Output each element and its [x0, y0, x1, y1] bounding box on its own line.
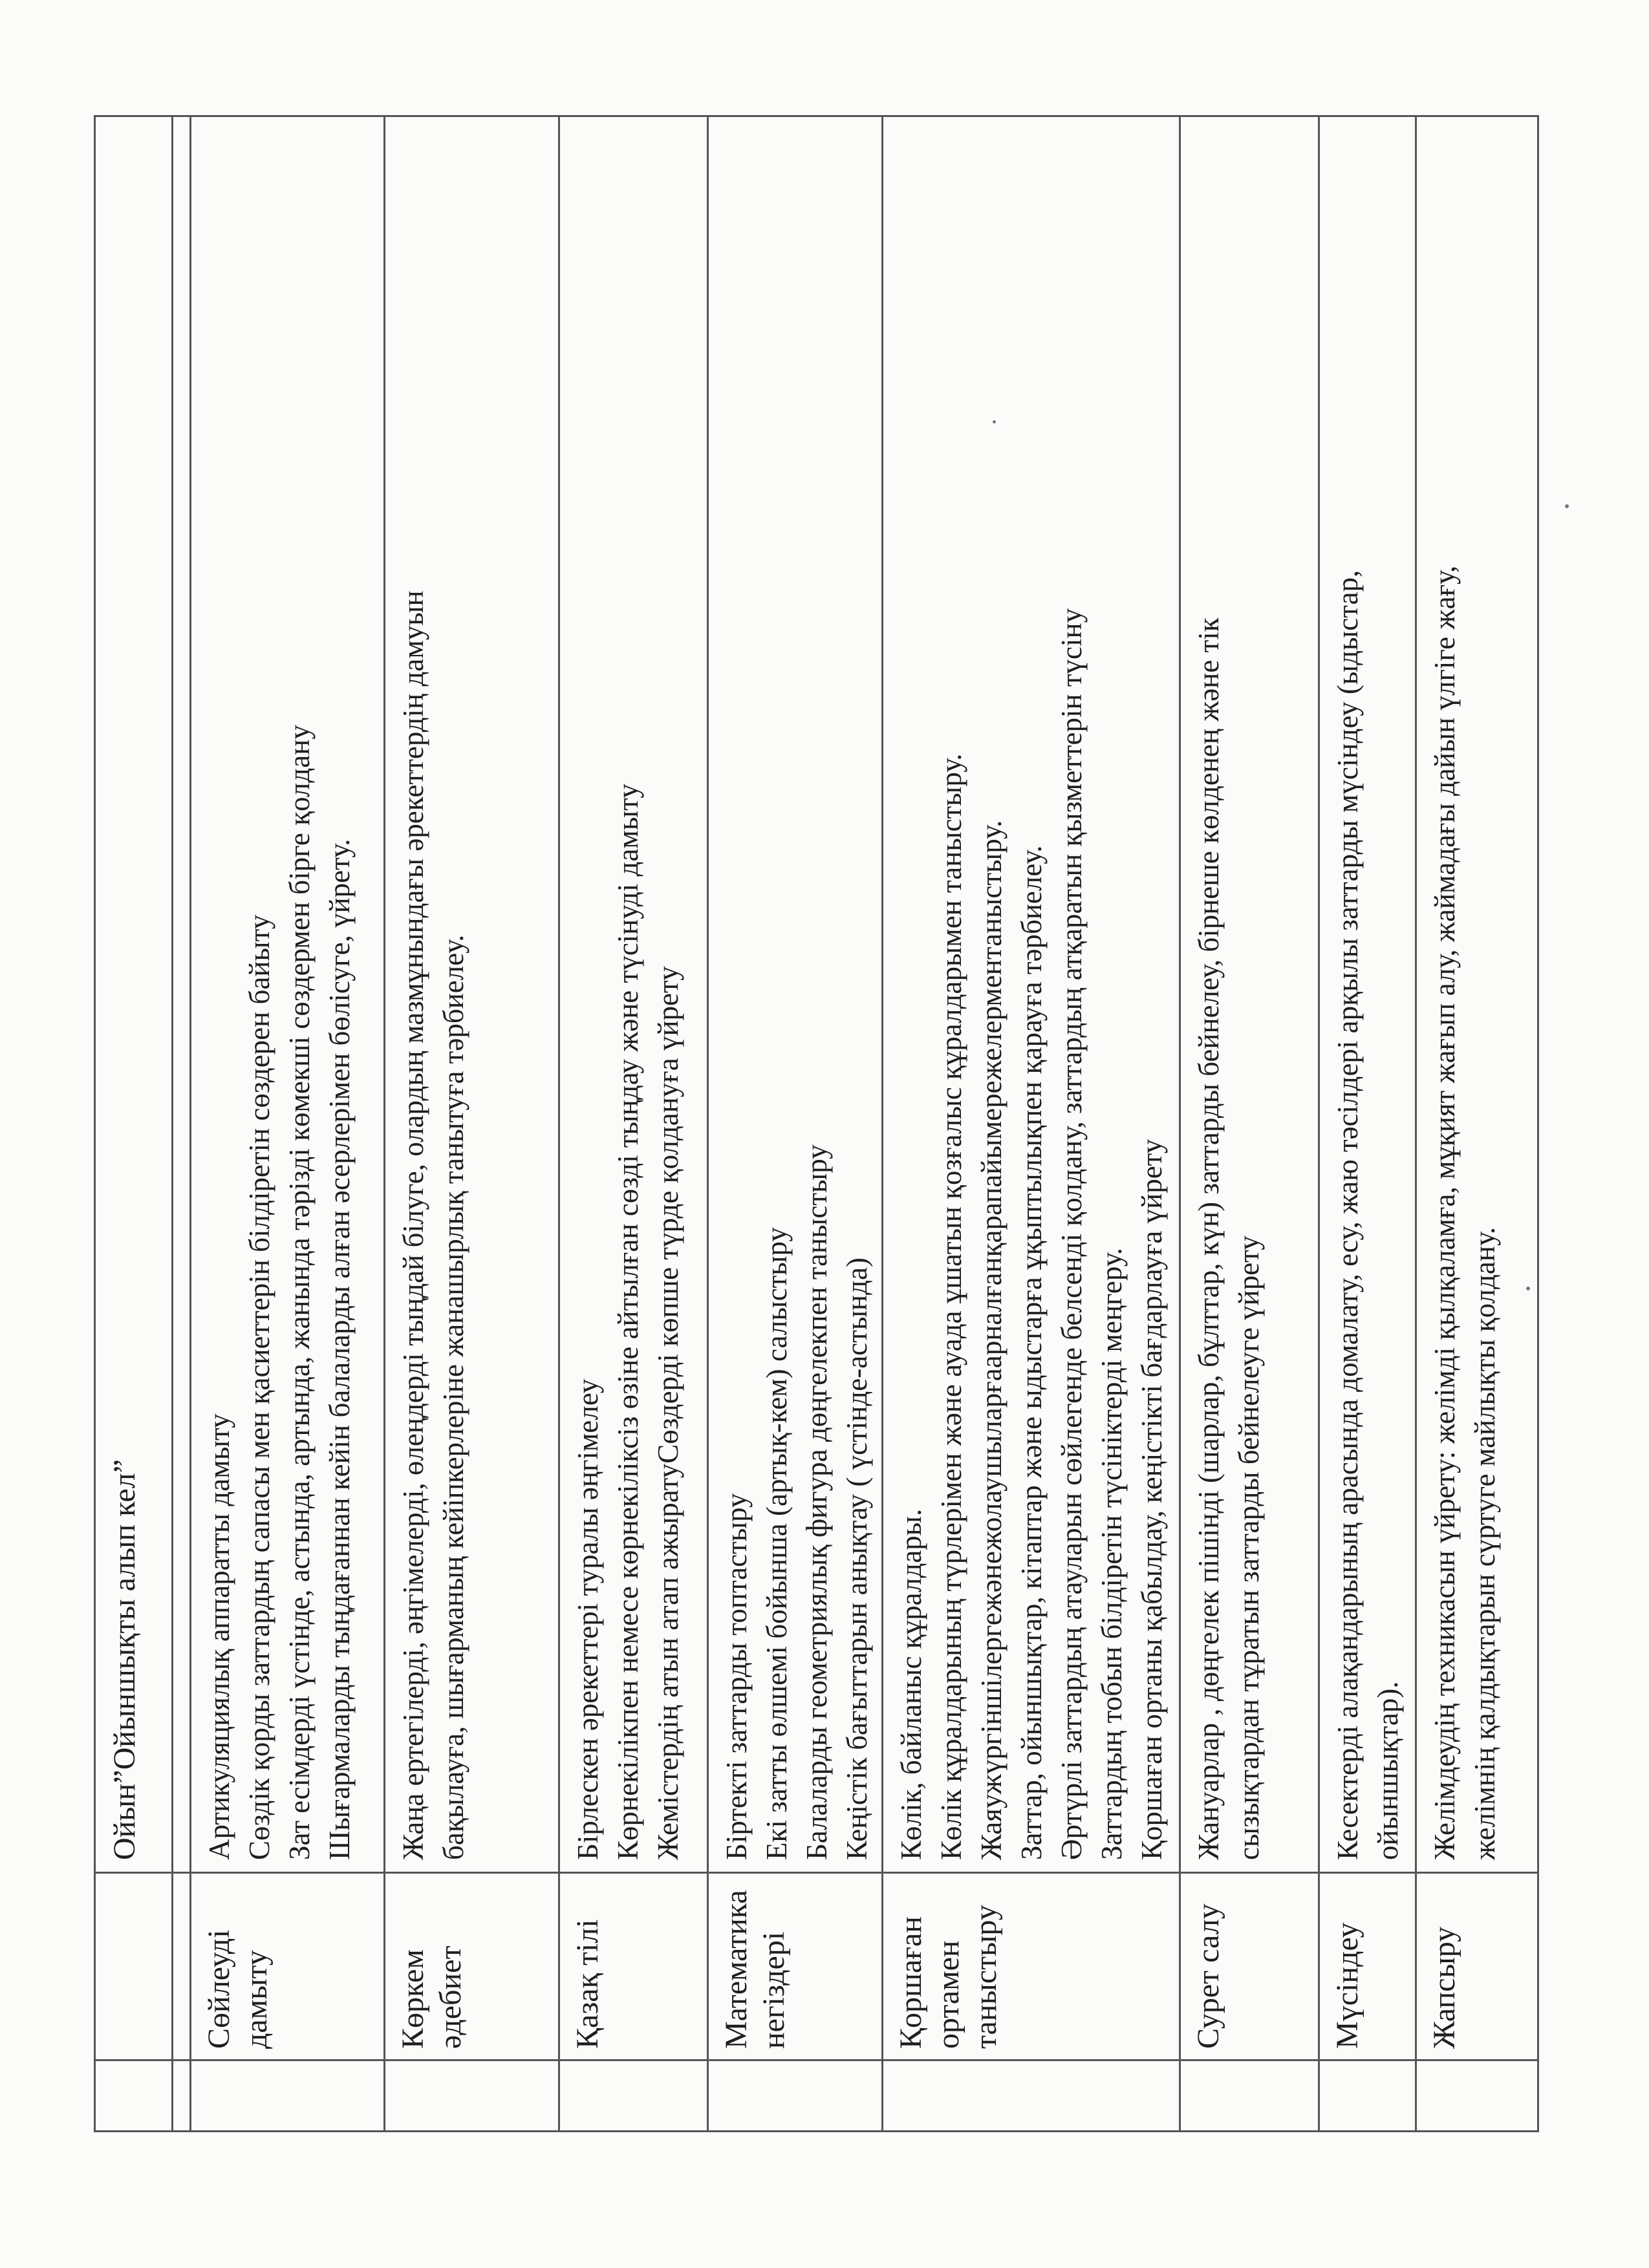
empty-cell	[883, 2059, 1179, 2130]
empty-cell	[385, 2059, 558, 2130]
subject-content	[709, 117, 881, 1872]
subject-name: Жапсыру	[1417, 1872, 1537, 2059]
content-line: Шығармаларды тыңдағаннан кейін балаларды алған әсерлерімен бөлісуге, үйрету.	[323, 839, 356, 1860]
subject-name: Математика негіздері	[709, 1872, 881, 2059]
empty-cell	[1417, 2059, 1537, 2130]
content-line: Кеңістік бағыттарын анықтау ( үстінде-астында)	[841, 1257, 873, 1860]
subject-name: Сурет салу	[1181, 1872, 1318, 2059]
empty-cell	[1320, 2059, 1415, 2130]
content-line: Жемістердің атын атап ажыратуСөздерді көпше түрде қолдануға үйрету	[652, 966, 684, 1860]
scan-speck	[1526, 1287, 1530, 1290]
subject-content	[1181, 117, 1318, 1872]
content-line: ойыншықтар).	[1372, 1681, 1404, 1860]
content-line: Балаларды геометриялық фигура дөңгелекпен таныстыру	[801, 1144, 833, 1860]
scan-speck	[993, 420, 996, 423]
table-row	[560, 117, 709, 2130]
subject-content	[191, 117, 383, 1872]
table-row	[191, 117, 385, 2130]
subject-content	[1320, 117, 1415, 1872]
empty-cell	[709, 2059, 881, 2130]
subject-content	[1417, 117, 1537, 1872]
content-line: желімнің қалдықтарын сүртуге майлықты қолдану.	[1469, 1226, 1501, 1860]
empty-cell	[96, 2059, 171, 2130]
table-row	[883, 117, 1181, 2130]
content-line: Жаяужүргіншілергежәнежолаушыларғаарналғанқарапайымережелерментаныстыру.	[975, 820, 1008, 1860]
content-line: Екі затты өлшемі бойынша (артық-кем) салыстыру	[760, 1227, 793, 1860]
curriculum-table	[94, 115, 1539, 2132]
empty-cell	[173, 1872, 189, 2059]
subject-name: Қазақ тілі	[560, 1872, 707, 2059]
subject-name: Мүсіндеу	[1320, 1872, 1415, 2059]
table-row	[385, 117, 560, 2130]
subject-content	[385, 117, 558, 1872]
content-line: Заттардың тобын білдіретін түсініктерді меңгеру.	[1095, 1247, 1128, 1860]
empty-cell	[1181, 2059, 1318, 2130]
empty-cell	[173, 117, 189, 1872]
subject-name: Сөйлеуді дамыту	[191, 1872, 383, 2059]
content-line: Бірлескен әрекеттері туралы әңгімелеу	[572, 1378, 604, 1860]
table-row	[1320, 117, 1417, 2130]
content-line: бақылауға, шығарманың кейіпкерлеріне жанашырлық танытуға тәрбиелеу.	[437, 934, 469, 1860]
content-line: Көрнекілікпен немесе көрнекіліксіз өзіне айтылған сөзді тыңдау және түсінуді дамыту	[612, 784, 644, 1860]
empty-cell	[191, 2059, 383, 2130]
subject-name: Қоршаған ортамен таныстыру	[883, 1872, 1179, 2059]
content-line: сызықтардан тұратын заттарды бейнелеуге үйрету	[1233, 1236, 1265, 1860]
table-row	[709, 117, 883, 2130]
content-line: Жаңа ертегілерді, әңгімелерді, өлеңдерді тыңдай білуге, олардың мазмұнындағы әрекеттердің дамуын	[397, 590, 429, 1860]
content-line: Зат есімдерді үстінде, астында, артында, жанында тәрізді көмекші сөздермен бірге қолдану	[283, 725, 316, 1860]
table-spacer-row	[173, 117, 191, 2130]
content-line: Көлік, байланыс құралдары.	[895, 1508, 927, 1860]
subject-name: Көркем әдебиет	[385, 1872, 558, 2059]
game-title: Ойын”Ойыншықты алып кел”	[107, 1459, 142, 1860]
table-row	[1417, 117, 1537, 2130]
content-line: Сөздік қорды заттардың сапасы мен қасиеттерін білдіретін сөздерен байыту	[243, 914, 275, 1860]
content-line: Біртекті заттарды топтастыру	[720, 1493, 753, 1860]
content-line: Артикуляциялық аппаратты дамыту	[203, 1413, 235, 1860]
content-line: Кесектерді алақандарының арасында домалату, есу, жаю тәсілдері арқылы заттарды мүсіндеу (ыдыстар,	[1331, 570, 1364, 1860]
content-line: Көлік құралдарының түрлерімен және ауада ұшатын қозғалыс құралдарымен таныстыру.	[935, 753, 967, 1860]
empty-cell	[560, 2059, 707, 2130]
content-line: Әртүрлі заттардың атауларын сөйлегенде белсенді қолдану, заттардың атқаратын қызметтерін түсіну	[1055, 608, 1088, 1860]
scan-speck	[1565, 504, 1569, 508]
table-header-row	[96, 117, 173, 2130]
content-line: Желімдеудің техникасын үйрету: желімді қылқаламға, мұқият жағып алу, жаймадағы дайын үлгіге жағу,	[1428, 565, 1461, 1860]
content-line: Қоршаған ортаны қабылдау, кеңістікті бағдарлауға үйрету	[1136, 1139, 1168, 1860]
content-line: Жануарлар , дөңгелек пішінді (шарлар, бұлттар, күн) заттарды бейнелеу, бірнеше көлденең және тік	[1192, 617, 1225, 1860]
subject-content	[883, 117, 1179, 1872]
content-line: Заттар, ойыншықтар, кітаптар және ыдыстарға ұқыптылықпен қарауға тәрбиелеу.	[1015, 845, 1048, 1860]
empty-cell	[173, 2059, 189, 2130]
empty-cell	[96, 1872, 171, 2059]
table-row	[1181, 117, 1320, 2130]
subject-content	[560, 117, 707, 1872]
